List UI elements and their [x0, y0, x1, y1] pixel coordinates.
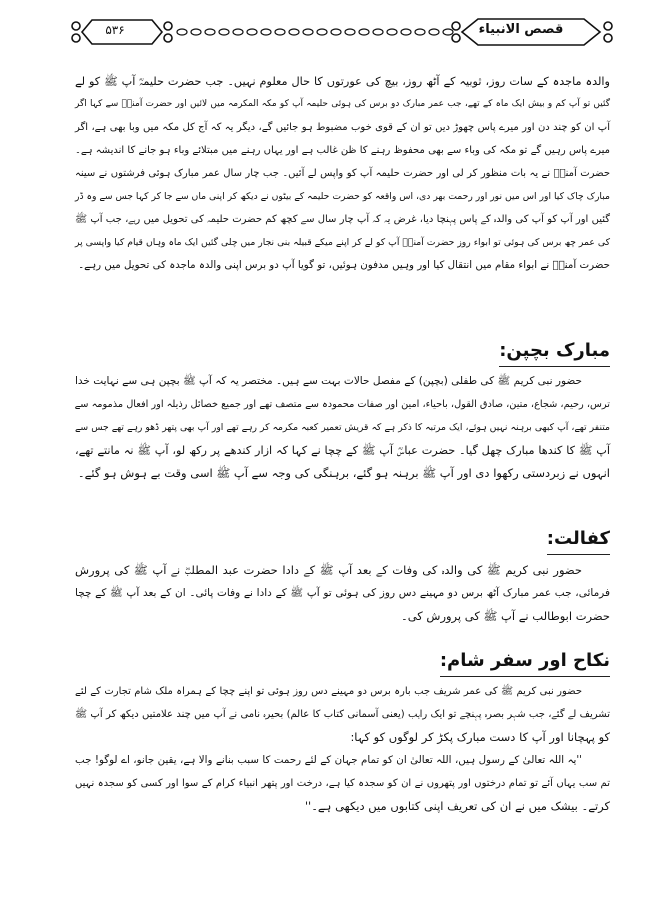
- text-line: فرمائی، جب عمر مبارک آٹھ برس دو مہینے دس روز کی ہوئی تو آپ ﷺ کے دادا نے وفات پائی۔ ان کے بعد آپ ﷺ کے چچا: [75, 587, 610, 599]
- chain-link: [443, 29, 453, 35]
- text-line: حضور نبی کریم ﷺ کی طفلی (بچپن) کے مفصل حالات بہت سے ہیں۔ مختصر یہ کہ آپ ﷺ بچپن ہی سے نہایت خدا: [75, 375, 582, 387]
- text-line: حضرت آمنہؓ نے یہ بات منظور کر لی اور حضرت حلیمہ آپ کو واپس لے آئیں۔ جب چار سال عمر مبارک ہوئی فرشتوں نے سینہ: [75, 168, 610, 179]
- text-line: گئیں تو آپ کم و بیش ایک ماہ کے تھے، جب عمر مبارک دو برس کی ہوئی حلیمہ آپ کو مکہ المکرمہ میں لائیں اور حضرت آمنہؓ سے کہا اگر: [75, 99, 610, 109]
- chain-link: [289, 29, 299, 35]
- text-line: مبارک چاک کیا اور اس میں نور اور رحمت بھر دی، اس واقعہ کو حضرت حلیمہ کے بیٹوں نے دیکھ کر اپنی ماں سے جا کر کہا جس سے وہ ڈر: [75, 191, 610, 202]
- page-number: ۵۳۶: [105, 23, 125, 37]
- text-line: تشریف لے گئے، جب شہر بصرہ پہنچے تو ایک راہب (یعنی آسمانی کتاب کا عالم) بحیرہ نامی نے آپ میں چند علامتیں دیکھ کر آپ ﷺ: [75, 709, 610, 720]
- chain-link: [205, 29, 215, 35]
- text-line: حضور نبی کریم ﷺ کی عمر شریف جب بارہ برس دو مہینے دس روز ہوئی تو اپنے چچا کے ہمراہ ملک شام تجارت کے لئے: [75, 686, 582, 697]
- text-line: متنفر تھے، آپ کبھی برہنہ نہیں ہوئے، ایک مرتبہ کا ذکر ہے کہ قریش تعمیر کعبہ مکرمہ کر رہے تھے اور آپ بھی پتھر ڈھو رہے تھے جس سے: [75, 422, 610, 433]
- quote-line: تم سب یہاں آئے تو تمام درختوں اور پتھروں نے ان کو سجدہ کیا ہے، درخت اور پتھر انبیاء کرام کے سوا اور کسی کو سجدہ نہیں: [75, 778, 610, 789]
- text-line: میرے پاس رہیں گے تو مکہ کی وباء سے بھی محفوظ رہنے کا ظن غالب ہے اور یہاں رہنے میں مبتلائے وباء ہو جانے کا اندیشہ ہے۔: [75, 145, 610, 156]
- quote-line: ''یہ اللہ تعالیٰ کے رسول ہیں، اللہ تعالیٰ ان کو تمام جہان کے لئے رحمت کا سبب بنانے والا ہے، یقین جانو، اے لوگو! جب: [75, 754, 582, 766]
- chain-link: [317, 29, 327, 35]
- paragraph-intro: [75, 70, 610, 277]
- chain-link: [401, 29, 411, 35]
- chain-link: [331, 29, 341, 35]
- section-heading-guardianship: کفالت:: [547, 526, 610, 555]
- paragraph-marriage-journey: [75, 680, 610, 818]
- paragraph-childhood: [75, 370, 610, 485]
- chain-link: [219, 29, 229, 35]
- chain-link: [429, 29, 439, 35]
- text-line: حضرت ابوطالب نے آپ ﷺ کی پرورش کی۔: [400, 609, 610, 623]
- chain-link: [177, 29, 187, 35]
- paragraph-guardianship: [75, 559, 610, 628]
- text-line: آپ ان کو چند دن اور میرے پاس چھوڑ دیں تو ان کے قوی خوب مضبوط ہو جائیں گے، دیگر یہ کہ آج کل مکہ میں وبا بھی ہے، اگر: [75, 122, 610, 133]
- text-line: گئیں اور آپ کو آپ کی والدہ کے پاس پہنچا دیا، غرض یہ کہ آپ چار سال سے کچھ کم حضرت حلیمہ کی تحویل میں رہے، جب آپ ﷺ: [75, 214, 610, 225]
- text-line: حضور نبی کریم ﷺ کی والدہ کی وفات کے بعد آپ ﷺ کے دادا حضرت عبد المطلبؓ نے آپ ﷺ کی پرورش: [75, 563, 582, 577]
- chain-link: [387, 29, 397, 35]
- chain-link: [191, 29, 201, 35]
- chain-link: [261, 29, 271, 35]
- text-line: انہوں نے زبردستی رکھوا دی اور آپ ﷺ برہنہ ہو گئے، برہنگی کی وجہ سے آپ ﷺ اسی وقت بے ہوش ہو گئے۔: [77, 466, 610, 480]
- chain-link: [247, 29, 257, 35]
- chain-link: [415, 29, 425, 35]
- book-title: قصص الانبیاء: [478, 22, 564, 37]
- chain-link: [233, 29, 243, 35]
- chain-link: [303, 29, 313, 35]
- chain-link: [373, 29, 383, 35]
- text-line: والدہ ماجدہ کے سات روز، ثوبیہ کے آٹھ روز، بیچ کی عورتوں کا حال معلوم نہیں۔ جب حضرت حلیمہؓ آپ ﷺ کو لے: [75, 75, 610, 88]
- text-line: آپ ﷺ کا کندھا مبارک چھل گیا۔ حضرت عباسؓ آپ ﷺ کے چچا نے کہا کہ ازار کندھے پر رکھ لو، آپ ﷺ نہ مانتے تھے،: [75, 444, 610, 457]
- quote-line: کرتے۔ بیشک میں نے ان کی تعریف اپنی کتابوں میں دیکھی ہے۔'': [304, 799, 610, 813]
- text-line: حضرت آمنہؓ نے ابواء مقام میں انتقال کیا اور وہیں مدفون ہوئیں، تو گویا آپ دو برس اپنی والدہ ماجدہ کی تحویل میں رہے۔: [78, 259, 610, 271]
- text-line: ترس، رحیم، شجاع، متین، صادق القول، باحیاء، امین اور صفات محمودہ سے متصف تھے اور جمیع خصائل رذیلہ اور افعال مذمومہ سے: [74, 399, 610, 410]
- page-header: [68, 14, 616, 50]
- text-line: کی عمر چھ برس کی ہوئی تو ابواء روز حضرت آمنہؓ آپ کو لے کر اپنے میکے قبیلہ بنی نجار میں چلی گئیں ایک ماہ وہاں قیام کیا واپسی پر: [75, 237, 610, 248]
- section-heading-marriage-journey: نکاح اور سفر شام:: [440, 648, 610, 677]
- chain-link: [359, 29, 369, 35]
- text-line: کو پہچانا اور آپ کا دست مبارک پکڑ کر لوگوں کو کہا:: [350, 730, 610, 744]
- section-heading-childhood: مبارک بچپن:: [499, 338, 610, 367]
- chain-link: [345, 29, 355, 35]
- chain-link: [275, 29, 285, 35]
